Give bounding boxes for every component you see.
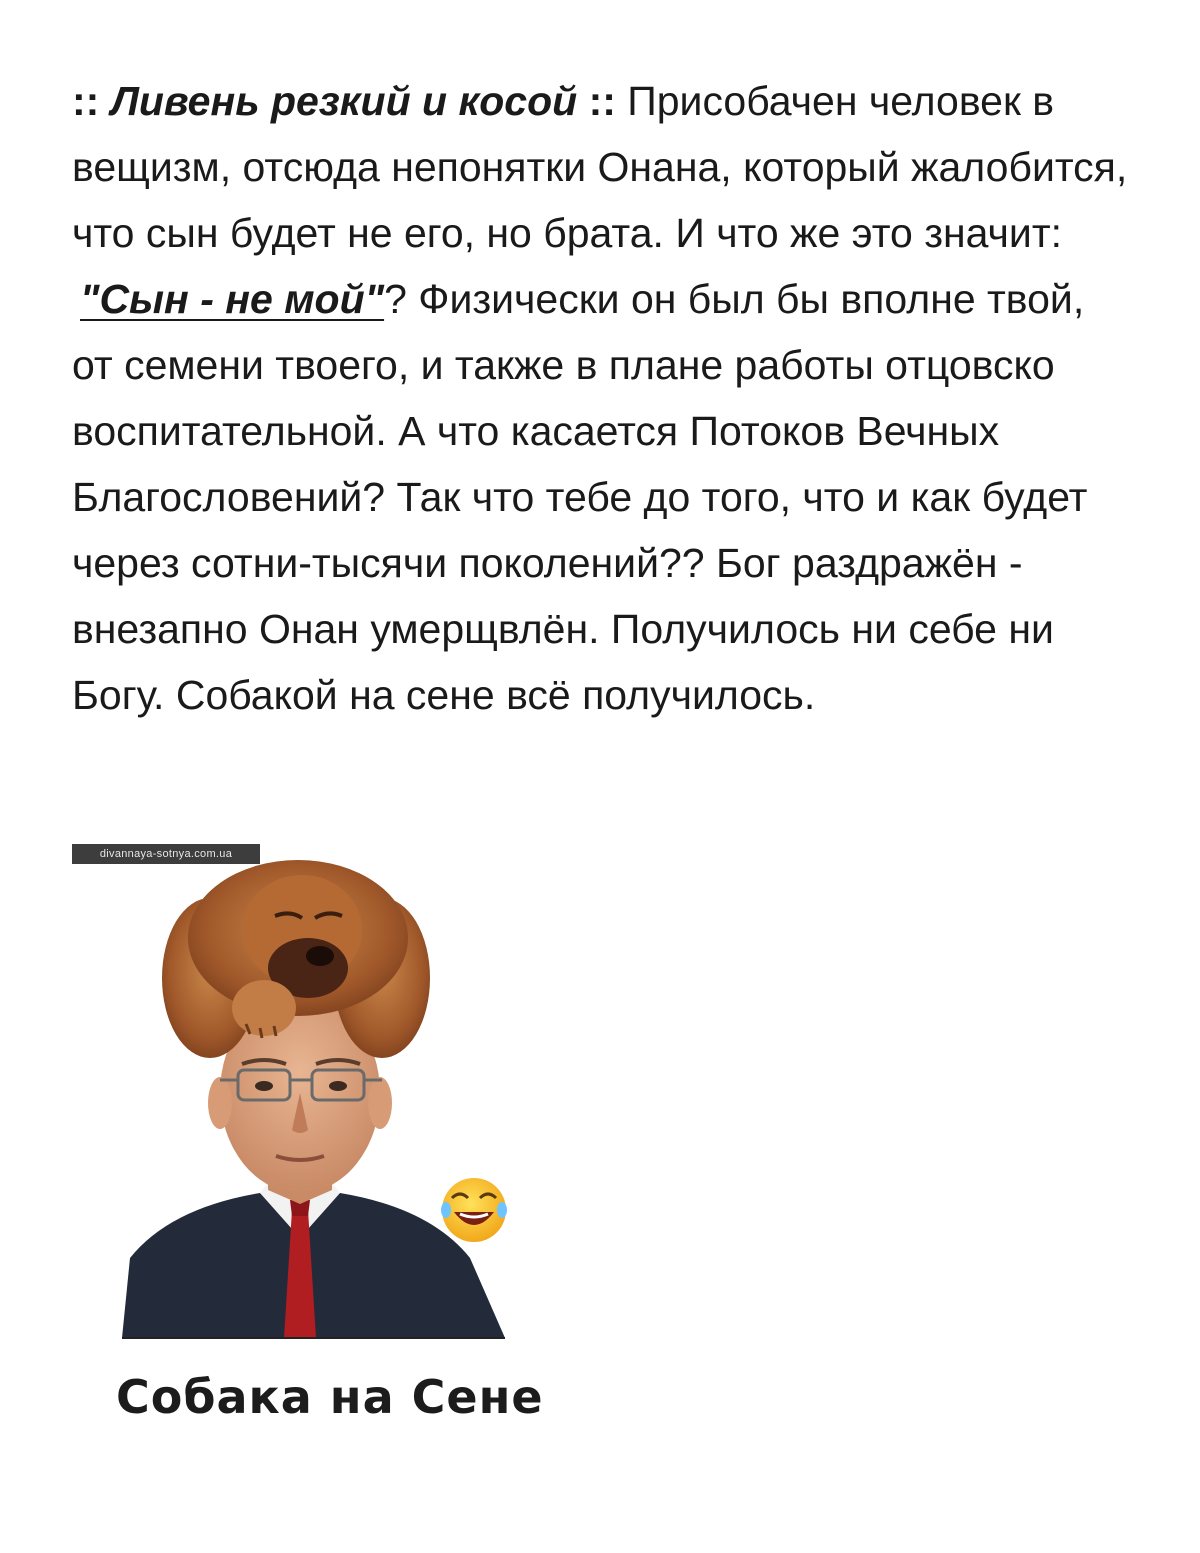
article-paragraph bbox=[72, 68, 1132, 728]
heading-title: Ливень резкий и косой bbox=[110, 78, 578, 124]
quote-text: "Сын - не мой" bbox=[80, 276, 385, 322]
laughing-emoji-icon bbox=[441, 1178, 507, 1242]
man-with-dog-on-head-icon bbox=[70, 838, 530, 1358]
text-before-quote: Присобачен человек в вещизм, отсюда непонятки Онана, который жалобится, что сын будет не его, но брата. И что же это значит: bbox=[72, 78, 1128, 256]
heading-close: :: bbox=[588, 78, 616, 124]
text-after-quote: ? Физически он был бы вполне твой, от семени твоего, и также в плане работы отцовско воспитательной. А что касается Потоков Вечных Благословений? Так что тебе до того, что и как будет через сотни-тысячи поколений?? Бог раздражён - внезапно Онан умерщвлён. Получилось ни себе ни Богу. Собакой на сене всё получилось. bbox=[72, 276, 1088, 718]
heading-inline bbox=[72, 78, 616, 124]
watermark: divannaya-sotnya.com.ua bbox=[72, 844, 260, 864]
meme-image bbox=[70, 838, 544, 1438]
heading-open: :: bbox=[72, 78, 100, 124]
meme-caption: Собака на Сене bbox=[116, 1370, 544, 1424]
